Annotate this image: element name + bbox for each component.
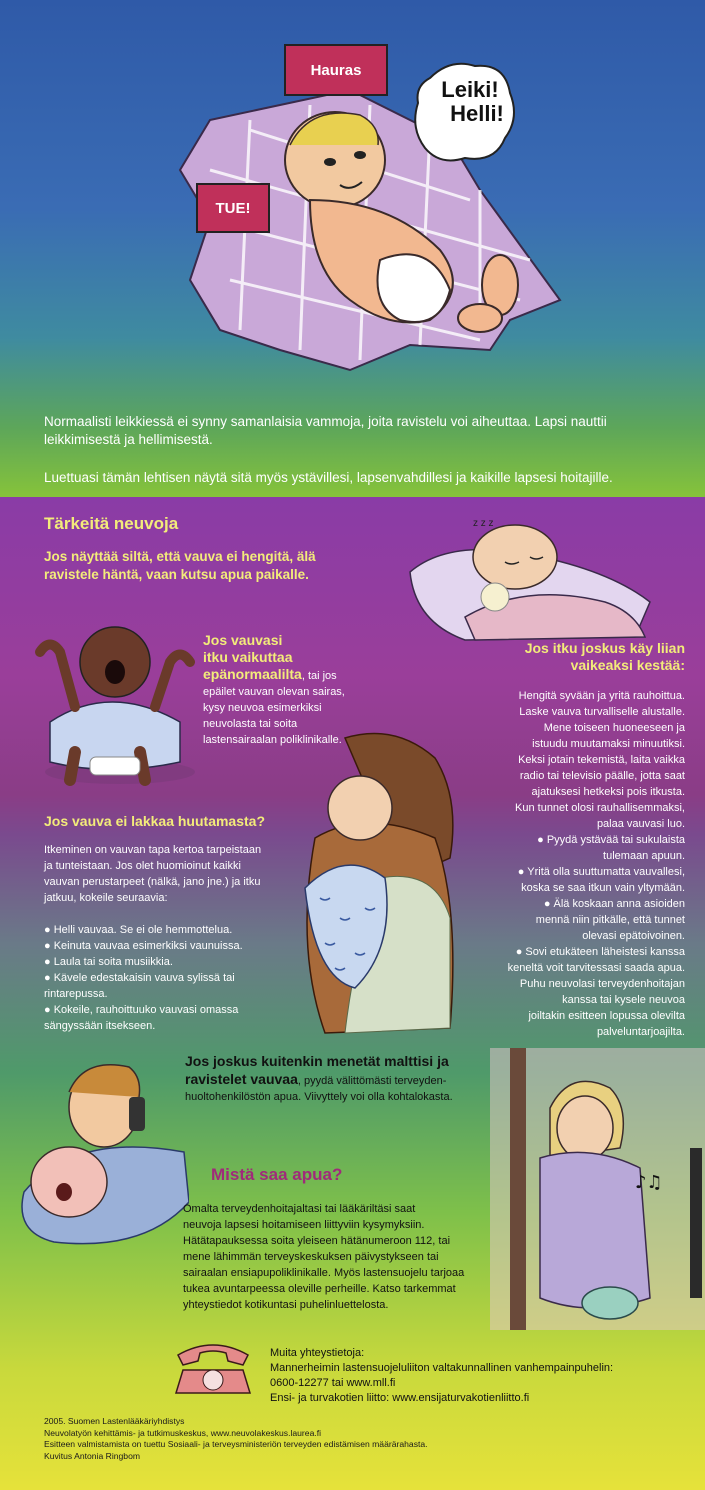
screaming-body	[44, 842, 314, 1034]
spacer	[44, 906, 314, 922]
crying-bullet-cont: mennä niin pitkälle, että tunnet	[535, 914, 685, 926]
abnormal-tail: , tai jos	[301, 670, 337, 682]
svg-text:z z z: z z z	[473, 518, 494, 529]
svg-text:♪♫: ♪♫	[635, 1172, 663, 1193]
crying-line: ajatuksesi hetkeksi pois itkusta.	[531, 786, 685, 798]
crying-heading-2: vaikeaksi kestää:	[570, 657, 685, 673]
crying-bullet: ● Älä koskaan anna asioiden	[450, 896, 685, 912]
help-line: Hätätapauksessa soita yleiseen hätänumeroon 112, tai	[183, 1235, 451, 1247]
screaming-bullet-cont: sängyssään itsekseen.	[44, 1020, 156, 1032]
help-line: Omalta terveydenhoitajaltasi tai lääkäriltäsi saat	[183, 1203, 416, 1215]
crying-baby-illustration	[30, 612, 195, 787]
screaming-heading: Jos vauva ei lakkaa huutamasta?	[44, 813, 265, 829]
abnormal-body-2: kysy neuvoa esimerkiksi	[203, 702, 322, 714]
advice-lead	[44, 548, 316, 584]
crying-line: istuudu muutamaksi minuutiksi.	[532, 738, 685, 750]
contacts-line: Mannerheimin lastensuojeluliiton valtakunnallinen vanhempainpuhelin:	[270, 1362, 614, 1374]
crying-bullet-cont: tulemaan apuun.	[603, 850, 685, 862]
advice-lead-line-2: ravistele häntä, vaan kutsu apua paikalle.	[44, 567, 309, 582]
crying-line: Kun tunnet olosi rauhallisemmaksi,	[515, 802, 685, 814]
abnormal-head-1: Jos vauvasi	[203, 632, 283, 648]
screaming-bullet: ● Keinuta vauvaa esimerkiksi vaunuissa.	[44, 938, 314, 954]
footer-line: Neuvolatyön kehittämis- ja tutkimuskeskus, www.neuvolakeskus.laurea.fi	[44, 1427, 322, 1438]
crying-bullet: ● Yritä olla suuttumatta vauvallesi,	[450, 864, 685, 880]
footer-line: 2005. Suomen Lastenlääkäriyhdistys	[44, 1416, 185, 1426]
sleeping-baby-illustration	[405, 512, 655, 642]
screaming-bullet: ● Kävele edestakaisin vauva sylissä tai	[44, 970, 314, 986]
speech-bubble-text	[430, 78, 510, 126]
label-hauras-text: Hauras	[310, 61, 362, 79]
abnormal-head-2: itku vaikuttaa	[203, 649, 293, 665]
abnormal-head-3-row	[203, 666, 403, 684]
label-hauras	[284, 44, 388, 96]
contacts-line: 0600-12277 tai www.mll.fi	[270, 1377, 396, 1389]
temper-rest-3: huoltohenkilöstön apua. Viivyttely voi olla kohtalokasta.	[185, 1091, 453, 1103]
crying-bullet-cont: palveluntarjoajilta.	[596, 1026, 685, 1038]
crying-bullet-cont: joiltakin esitteen lopussa olevilta	[528, 1010, 685, 1022]
crying-body	[450, 688, 685, 1040]
screaming-intro-line: ja tunteistaan. Jos olet huomioinut kaikki	[44, 860, 241, 872]
abnormal-body-3: neuvolasta tai soita	[203, 718, 298, 730]
abnormal-body-1: epäilet vauvan olevan sairas,	[203, 686, 345, 698]
footer-line: Kuvitus Antonia Ringbom	[44, 1450, 141, 1461]
temper-bold-2: ravistelet vauvaa	[185, 1071, 298, 1087]
screaming-bullet: ● Helli vauvaa. Se ei ole hemmottelua.	[44, 922, 314, 938]
advice-lead-line-1: Jos näyttää siltä, että vauva ei hengitä, älä	[44, 549, 316, 564]
crying-line: Keksi jotain tekemistä, laita vaikka	[518, 754, 685, 766]
contacts-line: Ensi- ja turvakotien liitto: www.ensijaturvakotienliitto.fi	[270, 1392, 530, 1404]
crying-line: palaa vauvasi luo.	[596, 818, 685, 830]
screaming-bullet: ● Kokeile, rauhoittuuko vauvasi omassa	[44, 1002, 314, 1018]
help-heading: Mistä saa apua?	[211, 1165, 343, 1184]
abnormal-body-4: lastensairaalan poliklinikalle.	[203, 734, 342, 746]
contacts-line: Muita yhteystietoja:	[270, 1347, 365, 1359]
crying-bullet-cont: keneltä voit tarvitessasi saada apua.	[507, 962, 685, 974]
help-line: tukea avuntarpeessa oleville perheille. Katso tarkemmat	[183, 1283, 456, 1295]
temper-text	[185, 1052, 505, 1105]
intro-paragraph-2: Luettuasi tämän lehtisen näytä sitä myös ystävillesi, lapsenvahdillesi ja kaikille lapsesi hoitajille.	[44, 470, 613, 485]
temper-line-2	[185, 1070, 505, 1089]
crying-bullet-cont: kanssa tai kysele neuvoa	[562, 994, 685, 1006]
crying-line: Hengitä syvään ja yritä rauhoittua.	[518, 690, 685, 702]
screaming-intro-line: vauvan perustarpeet (nälkä, jano jne.) ja itku	[44, 876, 261, 888]
footer-credits	[44, 1416, 694, 1462]
contacts-block	[270, 1346, 690, 1406]
crying-bullet-cont: Puhu neuvolasi terveydenhoitajan	[519, 978, 685, 990]
help-line: neuvoja lapsesi hoitamiseen liittyviin kysymyksiin.	[183, 1219, 425, 1231]
crying-line: Laske vauva turvalliselle alustalle.	[519, 706, 685, 718]
tired-parent-illustration	[490, 1048, 705, 1330]
crying-line: radio tai televisio päälle, jotta saat	[519, 770, 685, 782]
temper-rest-2: , pyydä välittömästi terveyden-	[297, 1075, 447, 1087]
help-body	[183, 1201, 483, 1313]
crying-heading-1: Jos itku joskus käy liian	[524, 640, 685, 656]
crying-line: Mene toiseen huoneeseen ja	[543, 722, 685, 734]
crying-heading	[470, 640, 685, 674]
father-phone-illustration	[14, 1052, 189, 1247]
abnormal-head-3: epänormaalilta	[203, 666, 302, 682]
help-line: mene lähimmän terveyskeskuksen päivystykseen tai	[183, 1251, 439, 1263]
screaming-bullet-cont: rintarepussa.	[44, 988, 108, 1000]
screaming-bullet: ● Laula tai soita musiikkia.	[44, 954, 314, 970]
speech-helli: Helli!	[450, 101, 504, 126]
intro-paragraph-1: Normaalisti leikkiessä ei synny samanlaisia vammoja, joita ravistelu voi aiheuttaa. Lapsi nauttii leikkimisestä ja hellimisestä.	[44, 414, 607, 447]
speech-leiki: Leiki!	[441, 77, 499, 102]
crying-bullet-cont: koska se saa itkun vain yltymään.	[521, 882, 685, 894]
crying-bullet: ● Sovi etukäteen läheistesi kanssa	[450, 944, 685, 960]
crying-bullet-cont: olevasi epätoivoinen.	[582, 930, 685, 942]
crying-bullet: ● Pyydä ystävää tai sukulaista	[450, 832, 685, 848]
temper-bold-1: Jos joskus kuitenkin menetät malttisi ja	[185, 1053, 449, 1069]
advice-heading: Tärkeitä neuvoja	[44, 514, 179, 533]
label-tue	[196, 183, 270, 233]
telephone-icon	[168, 1335, 258, 1397]
help-line: sairaalan ensiapupoliklinikalle. Myös lastensuojelu tarjoaa	[183, 1267, 465, 1279]
screaming-intro-line: Itkeminen on vauvan tapa kertoa tarpeistaan	[44, 844, 262, 856]
footer-line: Esitteen valmistamista on tuettu Sosiaali- ja terveysministeriön terveyden edistämisen määrärahasta.	[44, 1439, 428, 1449]
label-tue-text: TUE!	[215, 199, 251, 217]
screaming-intro-line: jatkuu, kokeile seuraavia:	[44, 892, 168, 904]
help-line: yhteystiedot kotikuntasi puhelinluettelosta.	[183, 1299, 389, 1311]
